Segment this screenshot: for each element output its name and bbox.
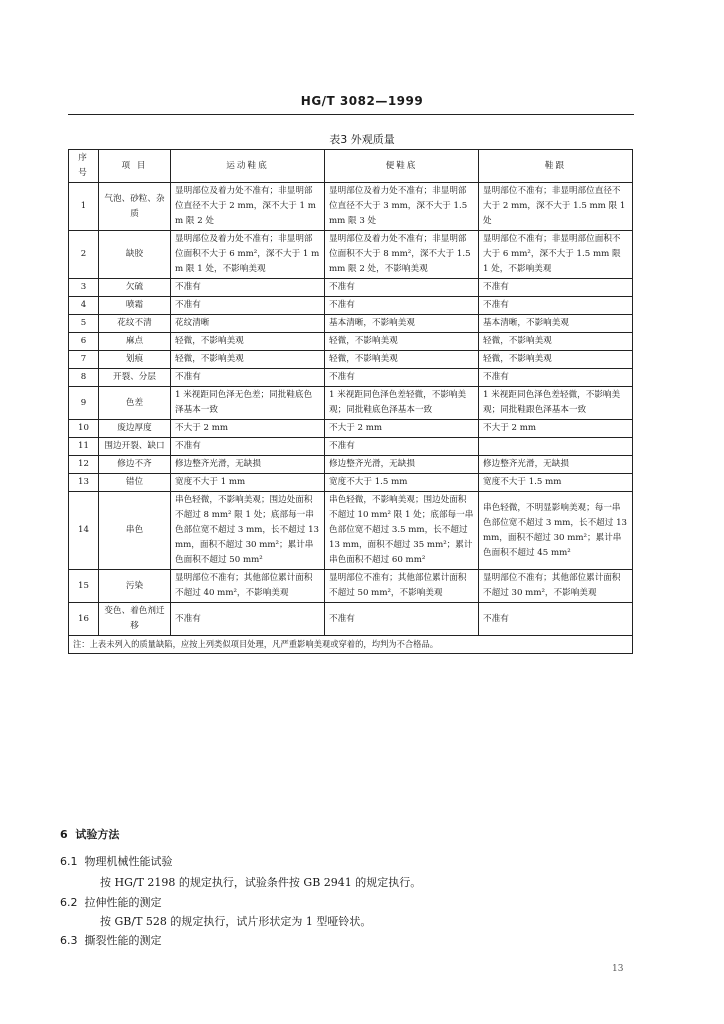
sport-sole-requirement: 显明部位及着力处不准有；非显明部位直径不大于 2 mm，深不大于 1 mm 限 2 处 (171, 183, 325, 231)
table-row (69, 333, 633, 351)
row-item: 污染 (99, 570, 171, 603)
row-number: 12 (69, 456, 99, 474)
casual-sole-requirement: 不大于 2 mm (325, 420, 479, 438)
sport-sole-requirement: 显明部位不准有；其他部位累计面积不超过 40 mm²，不影响美观 (171, 570, 325, 603)
sport-sole-requirement: 不大于 2 mm (171, 420, 325, 438)
sport-sole-requirement: 轻微，不影响美观 (171, 333, 325, 351)
heel-requirement: 不准有 (479, 297, 633, 315)
casual-sole-requirement: 1 米视距同色泽色差轻微，不影响美观；同批鞋底色泽基本一致 (325, 387, 479, 420)
casual-sole-requirement: 不准有 (325, 603, 479, 636)
table-row (69, 297, 633, 315)
row-number: 8 (69, 369, 99, 387)
casual-sole-requirement: 修边整齐光滑，无缺损 (325, 456, 479, 474)
sport-sole-requirement: 不准有 (171, 603, 325, 636)
section-6-1-heading (60, 853, 173, 869)
row-number: 11 (69, 438, 99, 456)
casual-sole-requirement: 轻微，不影响美观 (325, 333, 479, 351)
section-6-2-heading (60, 894, 162, 910)
table-row (69, 420, 633, 438)
casual-sole-requirement: 基本清晰，不影响美观 (325, 315, 479, 333)
casual-sole-requirement: 显明部位及着力处不准有；非显明部位直径不大于 3 mm，深不大于 1.5 mm 限 3 处 (325, 183, 479, 231)
row-item: 欠硫 (99, 279, 171, 297)
row-item: 色差 (99, 387, 171, 420)
heel-requirement: 不准有 (479, 369, 633, 387)
sport-sole-requirement: 1 米视距同色泽无色差；同批鞋底色泽基本一致 (171, 387, 325, 420)
row-item: 串色 (99, 492, 171, 570)
heel-requirement: 不大于 2 mm (479, 420, 633, 438)
row-item: 花纹不清 (99, 315, 171, 333)
sport-sole-requirement: 花纹清晰 (171, 315, 325, 333)
row-number: 4 (69, 297, 99, 315)
section-6-2-body: 按 GB/T 528 的规定执行，试片形状定为 1 型哑铃状。 (100, 915, 372, 928)
section-title: 拉伸性能的测定 (84, 896, 162, 909)
sport-sole-requirement: 不准有 (171, 297, 325, 315)
heel-requirement: 串色轻微，不明显影响美观；每一串色部位宽不超过 3 mm，长不超过 13 mm，面积不超过 30 mm²；累计串色面积不超过 45 mm² (479, 492, 633, 570)
row-number: 6 (69, 333, 99, 351)
row-item: 麻点 (99, 333, 171, 351)
section-6-1-body: 按 HG/T 2198 的规定执行，试验条件按 GB 2941 的规定执行。 (100, 876, 422, 889)
table-row (69, 279, 633, 297)
row-item: 缺胶 (99, 231, 171, 279)
row-number: 9 (69, 387, 99, 420)
section-number: 6.2 (60, 896, 78, 909)
row-number: 13 (69, 474, 99, 492)
table-caption: 表3 外观质量 (329, 133, 395, 146)
table-row (69, 387, 633, 420)
casual-sole-requirement: 串色轻微，不影响美观；围边处面积不超过 10 mm² 限 1 处；底部每一串色部位宽不超过 3.5 mm，长不超过 13 mm，面积不超过 35 mm²；累计串色面积不超过 60 mm² (325, 492, 479, 570)
casual-sole-requirement: 不准有 (325, 297, 479, 315)
col-header-item: 项 目 (99, 150, 171, 183)
table-row (69, 369, 633, 387)
row-number: 14 (69, 492, 99, 570)
section-title: 试验方法 (75, 828, 120, 841)
heel-requirement: 修边整齐光滑，无缺损 (479, 456, 633, 474)
row-number: 1 (69, 183, 99, 231)
heel-requirement: 不准有 (479, 603, 633, 636)
table-row (69, 474, 633, 492)
row-item: 气泡、砂粒、杂质 (99, 183, 171, 231)
casual-sole-requirement: 显明部位及着力处不准有；非显明部位面积不大于 8 mm²，深不大于 1.5 mm 限 2 处，不影响美观 (325, 231, 479, 279)
heel-requirement: 显明部位不准有；其他部位累计面积不超过 30 mm²，不影响美观 (479, 570, 633, 603)
col-header-heel: 鞋跟 (479, 150, 633, 183)
col-header-no: 序号 (69, 150, 99, 183)
row-number: 16 (69, 603, 99, 636)
table-row (69, 456, 633, 474)
section-6-heading (60, 826, 119, 842)
col-header-casual-sole: 便鞋底 (325, 150, 479, 183)
header-standard-code: HG/T 3082—1999 (300, 94, 424, 108)
row-item: 开裂、分层 (99, 369, 171, 387)
row-number: 7 (69, 351, 99, 369)
heel-requirement: 显明部位不准有；非显明部位面积不大于 6 mm²，深不大于 1.5 mm 限 1 处，不影响美观 (479, 231, 633, 279)
row-item: 废边厚度 (99, 420, 171, 438)
row-item: 变色、着色剂迁移 (99, 603, 171, 636)
row-number: 5 (69, 315, 99, 333)
section-number: 6.1 (60, 855, 78, 868)
row-item: 划痕 (99, 351, 171, 369)
table-header-row (69, 150, 633, 183)
row-item: 喷霜 (99, 297, 171, 315)
heel-requirement (479, 438, 633, 456)
heel-requirement: 轻微，不影响美观 (479, 333, 633, 351)
sport-sole-requirement: 宽度不大于 1 mm (171, 474, 325, 492)
section-number: 6 (60, 828, 68, 841)
table-row (69, 438, 633, 456)
table-row (69, 231, 633, 279)
section-number: 6.3 (60, 934, 78, 947)
row-number: 3 (69, 279, 99, 297)
appearance-quality-table (68, 149, 633, 654)
sport-sole-requirement: 串色轻微，不影响美观；围边处面积不超过 8 mm² 限 1 处；底部每一串色部位宽不超过 3 mm，长不超过 13 mm，面积不超过 30 mm²；累计串色面积不超过 50 mm² (171, 492, 325, 570)
row-number: 10 (69, 420, 99, 438)
heel-requirement: 基本清晰，不影响美观 (479, 315, 633, 333)
col-header-sport-sole: 运动鞋底 (171, 150, 325, 183)
table-row (69, 492, 633, 570)
table-row (69, 570, 633, 603)
casual-sole-requirement: 轻微，不影响美观 (325, 351, 479, 369)
table-row (69, 315, 633, 333)
section-6-3-heading (60, 932, 162, 948)
row-item: 围边开裂、缺口 (99, 438, 171, 456)
casual-sole-requirement: 显明部位不准有；其他部位累计面积不超过 50 mm²，不影响美观 (325, 570, 479, 603)
casual-sole-requirement: 宽度不大于 1.5 mm (325, 474, 479, 492)
heel-requirement: 1 米视距同色泽色差轻微，不影响美观；同批鞋跟色泽基本一致 (479, 387, 633, 420)
row-item: 错位 (99, 474, 171, 492)
table-row (69, 603, 633, 636)
heel-requirement: 轻微，不影响美观 (479, 351, 633, 369)
row-number: 15 (69, 570, 99, 603)
table-note: 注：上表未列入的质量缺陷，应按上列类似项目处理，凡严重影响美观或穿着的，均判为不合格品。 (69, 636, 633, 654)
casual-sole-requirement: 不准有 (325, 438, 479, 456)
row-item: 修边不齐 (99, 456, 171, 474)
sport-sole-requirement: 显明部位及着力处不准有；非显明部位面积不大于 6 mm²，深不大于 1 mm 限 1 处，不影响美观 (171, 231, 325, 279)
casual-sole-requirement: 不准有 (325, 279, 479, 297)
casual-sole-requirement: 不准有 (325, 369, 479, 387)
row-number: 2 (69, 231, 99, 279)
heel-requirement: 不准有 (479, 279, 633, 297)
sport-sole-requirement: 不准有 (171, 279, 325, 297)
table-row (69, 183, 633, 231)
header-rule (68, 114, 634, 115)
table-note-row (69, 636, 633, 654)
heel-requirement: 宽度不大于 1.5 mm (479, 474, 633, 492)
sport-sole-requirement: 不准有 (171, 438, 325, 456)
sport-sole-requirement: 修边整齐光滑，无缺损 (171, 456, 325, 474)
heel-requirement: 显明部位不准有；非显明部位直径不大于 2 mm，深不大于 1.5 mm 限 1 处 (479, 183, 633, 231)
table-row (69, 351, 633, 369)
sport-sole-requirement: 不准有 (171, 369, 325, 387)
section-title: 物理机械性能试验 (84, 855, 173, 868)
section-title: 撕裂性能的测定 (84, 934, 162, 947)
page-number: 13 (612, 964, 624, 974)
sport-sole-requirement: 轻微，不影响美观 (171, 351, 325, 369)
